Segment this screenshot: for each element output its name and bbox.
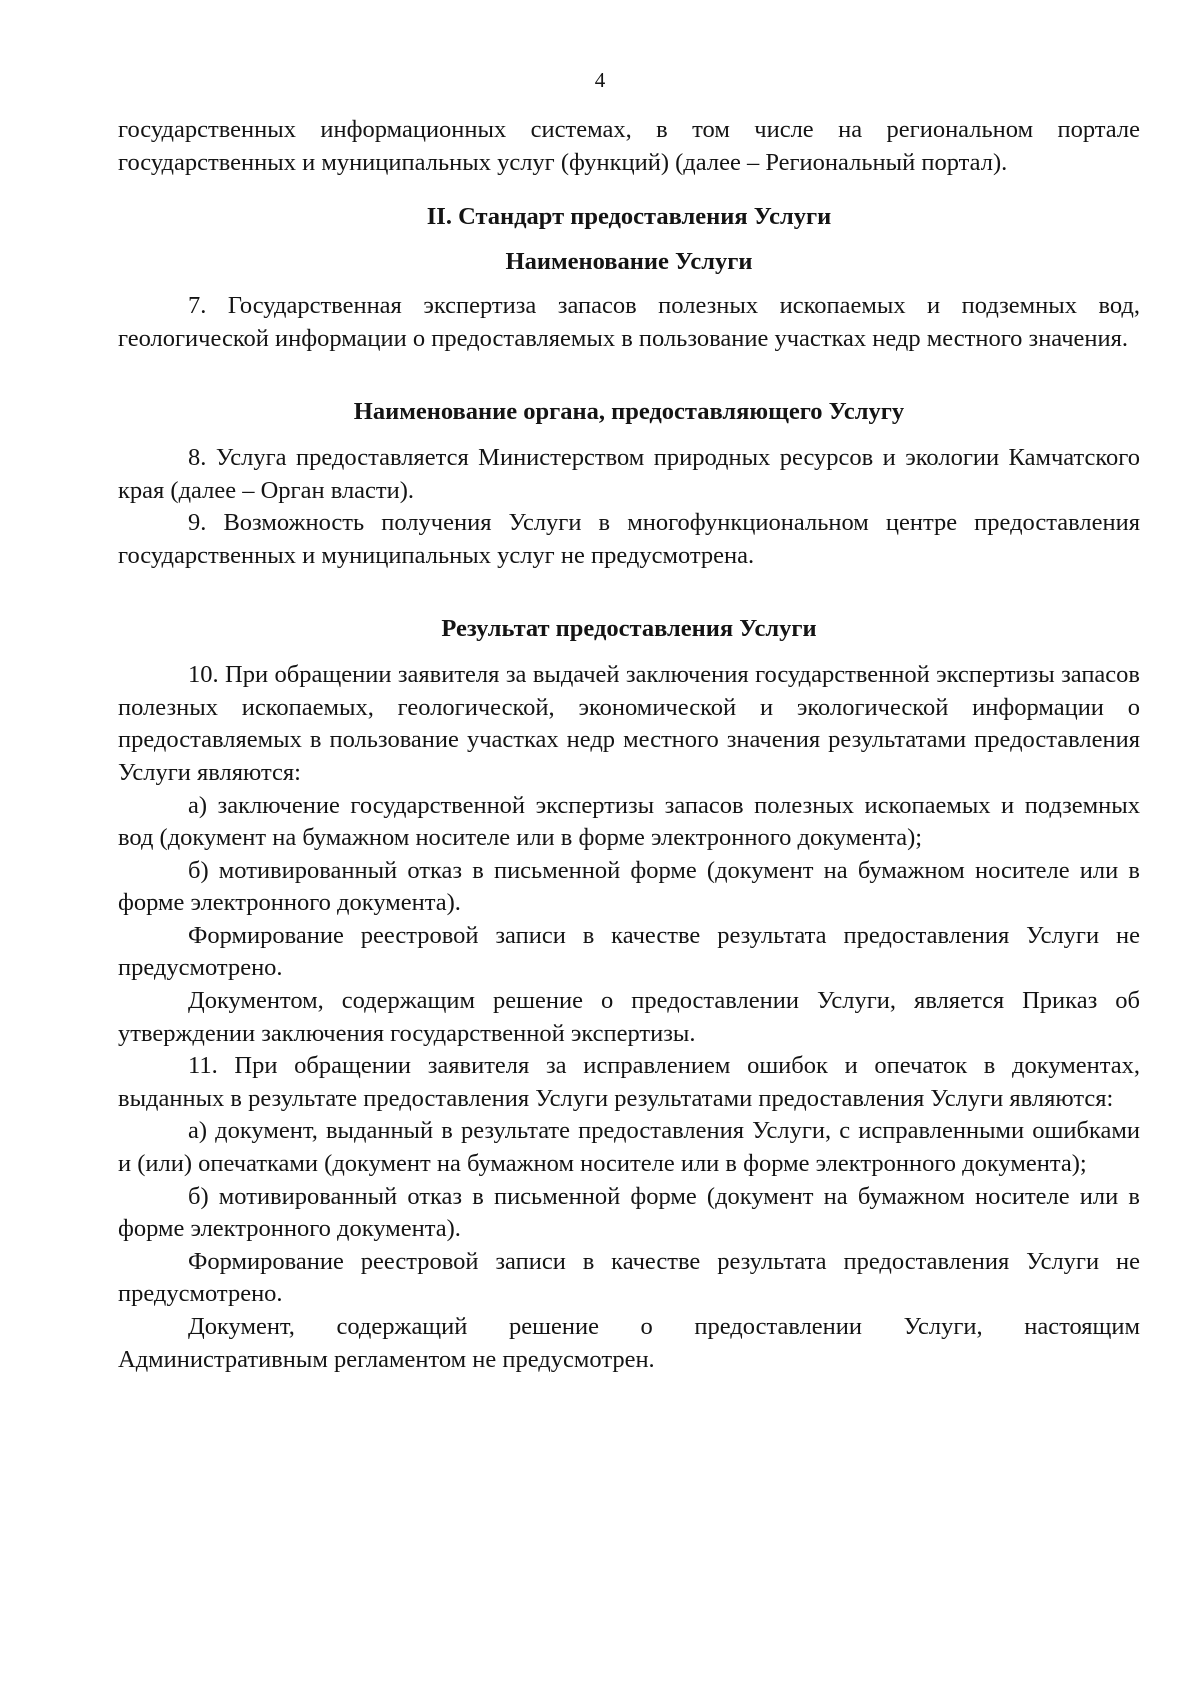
page-number: 4 [594, 68, 606, 92]
paragraph-11b: б) мотивированный отказ в письменной форме (документ на бумажном носителе или в форме электронного документа). [118, 1182, 1140, 1243]
paragraph-11d: Документ, содержащий решение о предоставлении Услуги, настоящим Административным регламентом не предусмотрен. [118, 1313, 1140, 1373]
document-body [118, 114, 1140, 1376]
paragraph-11c: Формирование реестровой записи в качестве результата предоставления Услуги не предусмотрено. [118, 1247, 1140, 1308]
section-title: II. Стандарт предоставления Услуги [426, 203, 832, 231]
paragraph-10d: Документом, содержащим решение о предоставлении Услуги, является Приказ об утверждении заключения государственной экспертизы. [118, 987, 1140, 1047]
paragraph-10: 10. При обращении заявителя за выдачей заключения государственной экспертизы запасов полезных ископаемых, геологической, экономической и экологической информации о предоставляемых в пользование участках недр местного значения результатами предоставления Услуги являются: [118, 661, 1140, 786]
intro-paragraph: государственных информационных системах, в том числе на региональном портале государственных и муниципальных услуг (функций) (далее – Региональный портал). [118, 116, 1140, 176]
heading-service-name: Наименование Услуги [505, 247, 753, 275]
paragraph-11a: а) документ, выданный в результате предоставления Услуги, с исправленными ошибками и (или) опечатками (документ на бумажном носителе или в форме электронного документа); [118, 1117, 1140, 1178]
paragraph-10b: б) мотивированный отказ в письменной форме (документ на бумажном носителе или в форме электронного документа). [118, 856, 1140, 917]
paragraph-9: 9. Возможность получения Услуги в многофункциональном центре предоставления государственных и муниципальных услуг не предусмотрена. [118, 509, 1140, 569]
heading-result: Результат предоставления Услуги [441, 614, 817, 642]
paragraph-10c: Формирование реестровой записи в качестве результата предоставления Услуги не предусмотрено. [118, 921, 1140, 982]
paragraph-7: 7. Государственная экспертиза запасов полезных ископаемых и подземных вод, геологической информации о предоставляемых в пользование участках недр местного значения. [118, 292, 1140, 352]
paragraph-10a: а) заключение государственной экспертизы запасов полезных ископаемых и подземных вод (документ на бумажном носителе или в форме электронного документа); [118, 791, 1140, 852]
paragraph-11: 11. При обращении заявителя за исправлением ошибок и опечаток в документах, выданных в результате предоставления Услуги результатами предоставления Услуги являются: [118, 1052, 1140, 1112]
heading-authority: Наименование органа, предоставляющего Услугу [353, 397, 905, 425]
paragraph-8: 8. Услуга предоставляется Министерством природных ресурсов и экологии Камчатского края (далее – Орган власти). [118, 444, 1140, 504]
